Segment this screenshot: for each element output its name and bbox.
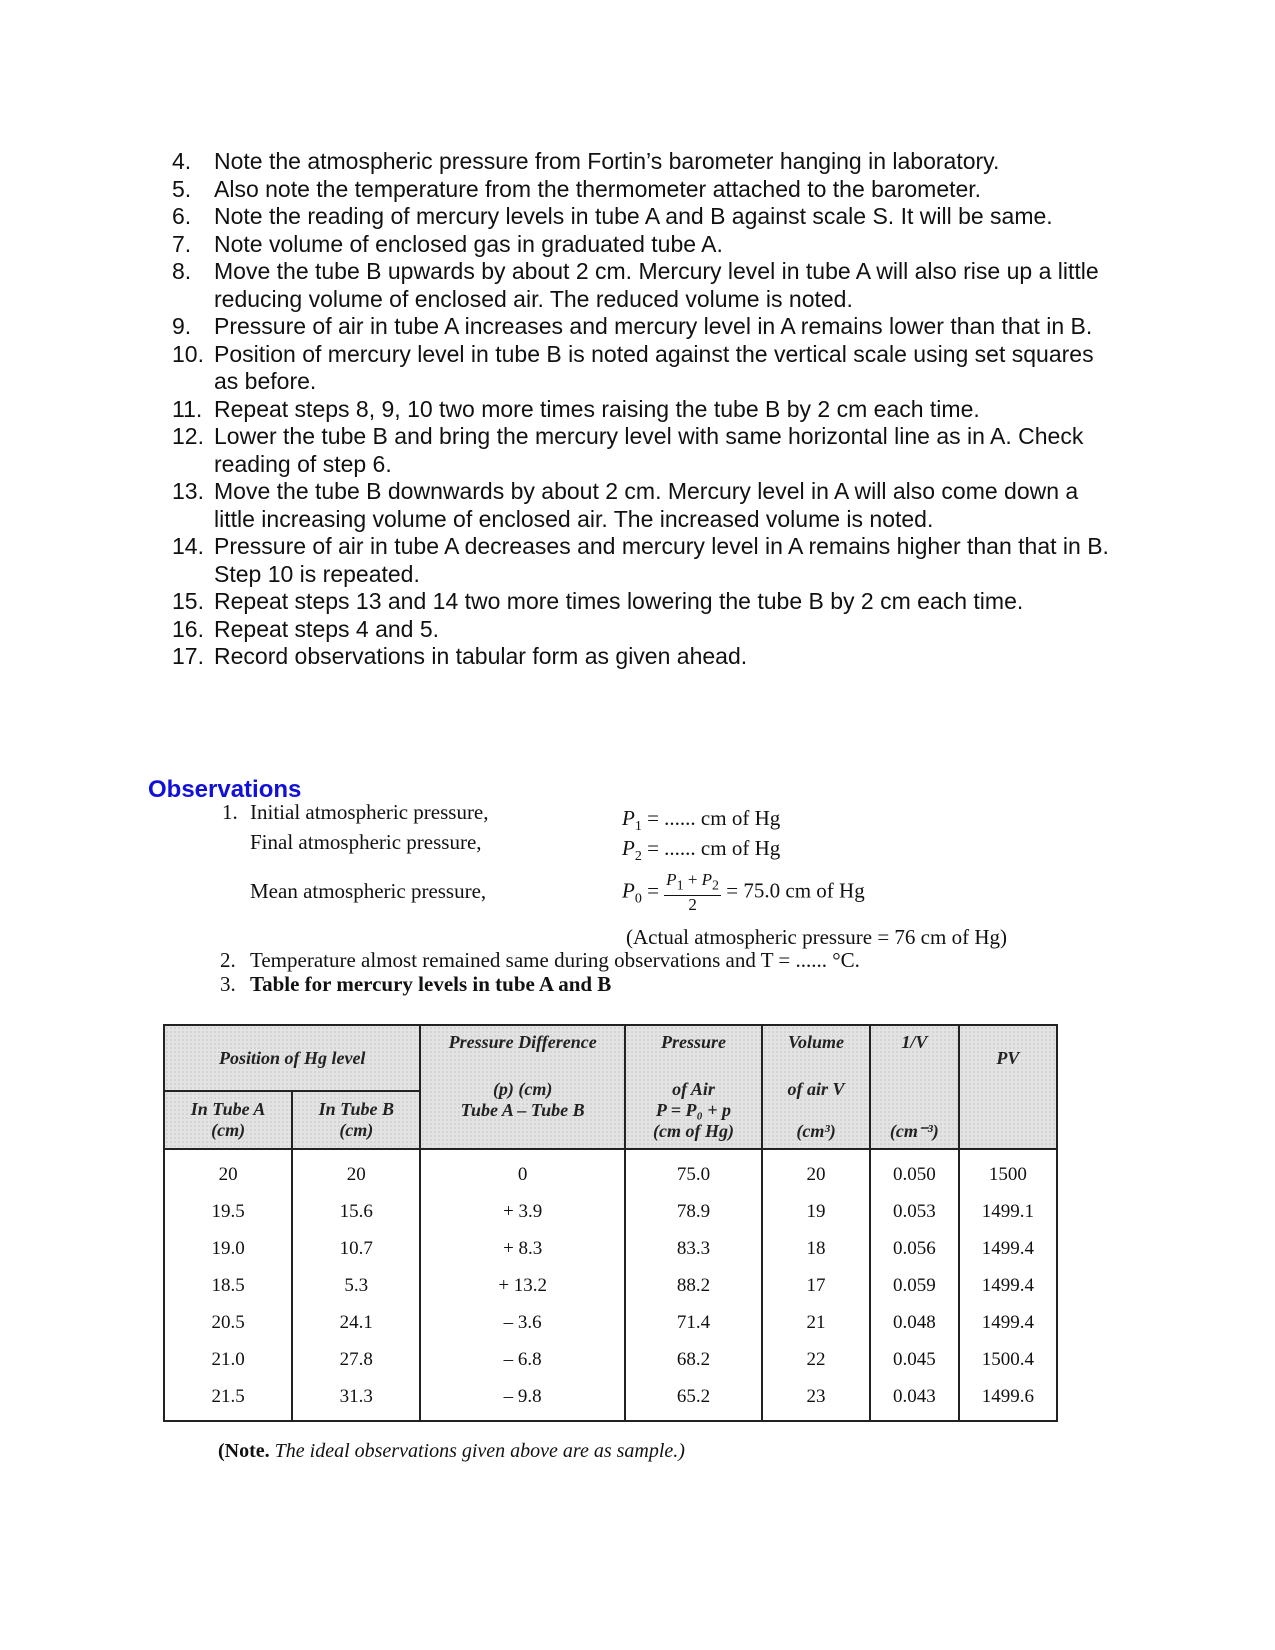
pressure-unit: (cm of Hg) (653, 1121, 734, 1141)
step-text: Repeat steps 8, 9, 10 two more times raising the tube B by 2 cm each time. (214, 395, 980, 422)
table-row (164, 1194, 1057, 1231)
cell-volume: 19 (762, 1194, 870, 1231)
cell-inverse-volume: 0.053 (870, 1194, 959, 1231)
header-volume (762, 1025, 870, 1149)
table-row (164, 1305, 1057, 1342)
table-row (164, 1149, 1057, 1194)
step-item (172, 533, 1112, 588)
step-number: 11. (172, 395, 203, 422)
cell-pressure-difference: + 13.2 (420, 1268, 625, 1305)
step-text: Note the reading of mercury levels in tube A and B against scale S. It will be same. (214, 203, 1053, 229)
cell-inverse-volume: 0.045 (870, 1342, 959, 1379)
cell-pressure: 78.9 (625, 1194, 762, 1231)
header-pv: PV (959, 1025, 1057, 1149)
step-number: 13. (172, 478, 204, 504)
step-number: 4. (172, 148, 192, 174)
step-item (172, 176, 1112, 204)
cell-tube-a: 21.5 (164, 1379, 292, 1421)
step-item (172, 643, 1112, 671)
step-text: Pressure of air in tube A decreases and mercury level in A remains higher than that in B. Step 10 is repeated. (214, 533, 1109, 587)
pdiff-label: Pressure Difference (448, 1032, 597, 1052)
note-label: (Note. (218, 1440, 270, 1462)
cell-pv: 1500.4 (959, 1342, 1057, 1379)
mean-pressure-formula: $P_0$ = $\frac{P_1 + P_2}{2}$ = 75.0 cm of Hg (622, 870, 865, 915)
cell-pressure-difference: – 6.8 (420, 1342, 625, 1379)
step-text: Pressure of air in tube A increases and mercury level in A remains lower than that in B. (214, 313, 1093, 339)
cell-volume: 17 (762, 1268, 870, 1305)
step-number: 6. (172, 203, 192, 229)
step-number: 5. (172, 175, 192, 202)
procedure-steps (172, 148, 1112, 671)
cell-pressure-difference: 0 (420, 1149, 625, 1194)
tube-b-unit: (cm) (339, 1120, 374, 1140)
final-pressure-value: $P_2$ = ...... cm of Hg (622, 836, 781, 865)
pdiff-sub: (p) (cm) (492, 1079, 553, 1099)
cell-volume: 23 (762, 1379, 870, 1421)
volume-unit: (cm³) (796, 1121, 836, 1141)
cell-inverse-volume: 0.043 (870, 1379, 959, 1421)
table-caption: Table for mercury levels in tube A and B (250, 972, 612, 996)
volume-sub: of air V (787, 1079, 845, 1099)
tube-a-unit: (cm) (211, 1120, 246, 1140)
step-item (172, 203, 1112, 231)
observation-table (163, 1024, 1058, 1422)
cell-pv: 1499.1 (959, 1194, 1057, 1231)
cell-tube-b: 10.7 (292, 1231, 420, 1268)
cell-pressure: 71.4 (625, 1305, 762, 1342)
cell-volume: 18 (762, 1231, 870, 1268)
step-text: Move the tube B upwards by about 2 cm. Mercury level in tube A will also rise up a little reducing volume of enclosed air. The reduced volume is noted. (214, 258, 1099, 312)
cell-tube-b: 5.3 (292, 1268, 420, 1305)
cell-tube-b: 24.1 (292, 1305, 420, 1342)
pdiff-sub2: Tube A – Tube B (460, 1100, 585, 1120)
step-item (172, 231, 1112, 259)
step-number: 15. (172, 588, 204, 614)
cell-volume: 21 (762, 1305, 870, 1342)
step-number: 14. (172, 533, 204, 559)
table-row (164, 1268, 1057, 1305)
cell-tube-a: 21.0 (164, 1342, 292, 1379)
cell-pressure-difference: + 3.9 (420, 1194, 625, 1231)
note-text: The ideal observations given above are as sample.) (274, 1440, 685, 1462)
step-number: 17. (172, 643, 204, 669)
header-pressure (625, 1025, 762, 1149)
cell-pv: 1499.4 (959, 1305, 1057, 1342)
cell-tube-b: 27.8 (292, 1342, 420, 1379)
header-tube-a (164, 1091, 292, 1149)
mean-pressure-label: Mean atmospheric pressure, (250, 879, 487, 903)
cell-pressure-difference: – 9.8 (420, 1379, 625, 1421)
cell-tube-b: 15.6 (292, 1194, 420, 1231)
cell-pressure-difference: + 8.3 (420, 1231, 625, 1268)
cell-pressure: 68.2 (625, 1342, 762, 1379)
step-number: 8. (172, 258, 192, 284)
p2-value: = ...... cm of Hg (647, 836, 781, 860)
header-pressure-difference (420, 1025, 625, 1149)
pressure-sub: of Air (672, 1079, 715, 1099)
step-text: Lower the tube B and bring the mercury level with same horizontal line as in A. Check reading of step 6. (214, 423, 1084, 477)
cell-pv: 1499.4 (959, 1231, 1057, 1268)
temperature-text: Temperature almost remained same during observations and T = ...... °C. (250, 948, 860, 972)
cell-volume: 20 (762, 1149, 870, 1194)
header-position: Position of Hg level (164, 1025, 420, 1091)
table-row (164, 1231, 1057, 1268)
cell-pressure: 83.3 (625, 1231, 762, 1268)
step-number: 9. (172, 313, 192, 339)
step-item (172, 258, 1112, 313)
step-text: Note volume of enclosed gas in graduated tube A. (214, 230, 723, 257)
cell-pressure: 88.2 (625, 1268, 762, 1305)
actual-pressure-note: (Actual atmospheric pressure = 76 cm of Hg) (626, 925, 1007, 949)
step-number: 16. (172, 615, 204, 642)
table-body (164, 1149, 1057, 1421)
cell-tube-a: 20 (164, 1149, 292, 1194)
step-text: Note the atmospheric pressure from Fortin’s barometer hanging in laboratory. (214, 148, 1000, 174)
step-item (172, 396, 1112, 424)
cell-pressure-difference: – 3.6 (420, 1305, 625, 1342)
cell-volume: 22 (762, 1342, 870, 1379)
cell-pressure: 65.2 (625, 1379, 762, 1421)
step-item (172, 588, 1112, 616)
pressure-formula: P = P₀ + p (655, 1100, 732, 1120)
cell-tube-b: 20 (292, 1149, 420, 1194)
step-text: Move the tube B downwards by about 2 cm. Mercury level in A will also come down a little increasing volume of enclosed air. The increased volume is noted. (214, 478, 1079, 532)
step-number: 7. (172, 230, 192, 257)
step-item (172, 313, 1112, 341)
volume-label: Volume (788, 1032, 845, 1052)
cell-inverse-volume: 0.059 (870, 1268, 959, 1305)
tube-b-label: In Tube B (318, 1099, 394, 1119)
header-inverse-volume (870, 1025, 959, 1149)
step-text: Repeat steps 4 and 5. (214, 615, 440, 642)
step-item (172, 423, 1112, 478)
table-row (164, 1379, 1057, 1421)
step-item (172, 341, 1112, 396)
step-item (172, 478, 1112, 533)
step-text: Position of mercury level in tube B is noted against the vertical scale using set squares as before. (214, 340, 1094, 394)
cell-pressure: 75.0 (625, 1149, 762, 1194)
cell-pv: 1499.6 (959, 1379, 1057, 1421)
step-number: 12. (172, 423, 204, 449)
cell-tube-a: 20.5 (164, 1305, 292, 1342)
cell-inverse-volume: 0.056 (870, 1231, 959, 1268)
observation-table-wrap (163, 1024, 1058, 1422)
step-text: Repeat steps 13 and 14 two more times lowering the tube B by 2 cm each time. (214, 588, 1024, 614)
observations-heading: Observations (148, 776, 302, 803)
p1-value: = ...... cm of Hg (647, 806, 781, 830)
cell-tube-b: 31.3 (292, 1379, 420, 1421)
step-number: 10. (172, 340, 204, 367)
header-tube-b (292, 1091, 420, 1149)
table-row (164, 1342, 1057, 1379)
initial-pressure-value: $P_1$ = ...... cm of Hg (622, 806, 781, 835)
obs-item-3-num: 3. (220, 972, 236, 996)
inv-v-unit: (cm⁻³) (889, 1121, 939, 1141)
table-note (218, 1440, 685, 1463)
step-item (172, 148, 1112, 176)
tube-a-label: In Tube A (190, 1099, 266, 1119)
initial-pressure-label: Initial atmospheric pressure, (250, 800, 489, 824)
cell-tube-a: 19.5 (164, 1194, 292, 1231)
cell-tube-a: 19.0 (164, 1231, 292, 1268)
obs-item-2-num: 2. (220, 948, 236, 972)
obs-item-1-num: 1. (222, 800, 238, 824)
step-text: Record observations in tabular form as given ahead. (214, 643, 748, 669)
inv-v-label: 1/V (901, 1032, 928, 1052)
mean-pressure-result: = 75.0 cm of Hg (726, 878, 865, 903)
cell-inverse-volume: 0.050 (870, 1149, 959, 1194)
final-pressure-label: Final atmospheric pressure, (250, 830, 482, 854)
cell-pv: 1500 (959, 1149, 1057, 1194)
step-text: Also note the temperature from the thermometer attached to the barometer. (214, 175, 982, 202)
cell-inverse-volume: 0.048 (870, 1305, 959, 1342)
cell-pv: 1499.4 (959, 1268, 1057, 1305)
cell-tube-a: 18.5 (164, 1268, 292, 1305)
step-item (172, 616, 1112, 644)
pressure-label: Pressure (660, 1032, 726, 1052)
fraction: $\frac{P_1 + P_2}{2}$ (666, 870, 720, 915)
